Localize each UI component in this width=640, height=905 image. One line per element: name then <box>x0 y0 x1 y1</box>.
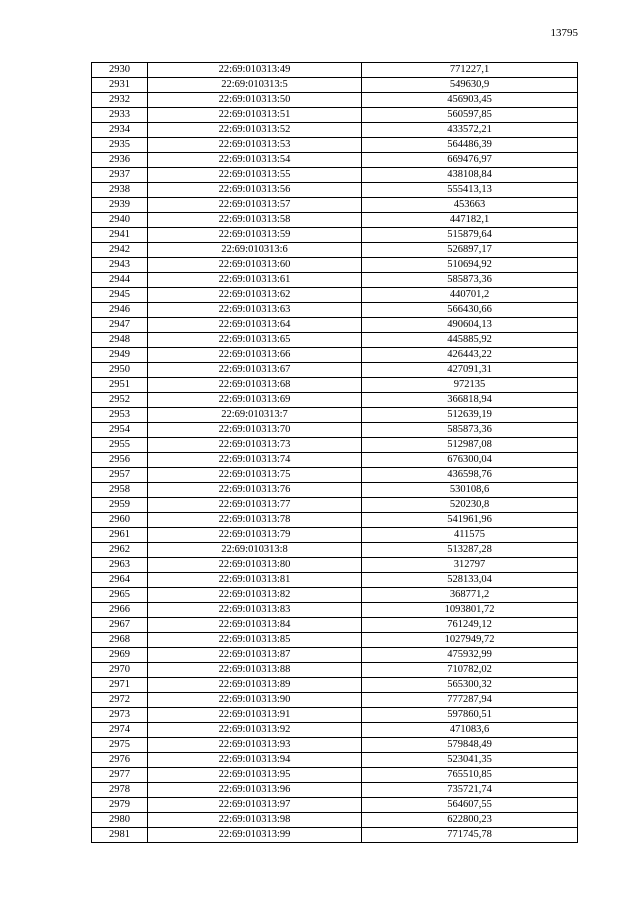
table-row <box>92 678 578 693</box>
table-row <box>92 333 578 348</box>
table-row <box>92 168 578 183</box>
cadastral-value-cell: 515879,64 <box>362 228 578 243</box>
table-row <box>92 213 578 228</box>
cadastral-value-cell: 669476,97 <box>362 153 578 168</box>
cadastral-value-cell: 565300,32 <box>362 678 578 693</box>
table-row <box>92 693 578 708</box>
cadastral-value-cell: 530108,6 <box>362 483 578 498</box>
cadastral-number-cell: 22:69:010313:96 <box>148 783 362 798</box>
cadastral-number-cell: 22:69:010313:75 <box>148 468 362 483</box>
cadastral-value-cell: 445885,92 <box>362 333 578 348</box>
row-number-cell: 2975 <box>92 738 148 753</box>
table-row <box>92 633 578 648</box>
row-number-cell: 2981 <box>92 828 148 843</box>
cadastral-number-cell: 22:69:010313:70 <box>148 423 362 438</box>
cadastral-value-cell: 555413,13 <box>362 183 578 198</box>
cadastral-number-cell: 22:69:010313:53 <box>148 138 362 153</box>
cadastral-number-cell: 22:69:010313:54 <box>148 153 362 168</box>
cadastral-number-cell: 22:69:010313:88 <box>148 663 362 678</box>
cadastral-value-cell: 585873,36 <box>362 273 578 288</box>
table-row <box>92 228 578 243</box>
cadastral-number-cell: 22:69:010313:57 <box>148 198 362 213</box>
cadastral-value-cell: 368771,2 <box>362 588 578 603</box>
row-number-cell: 2951 <box>92 378 148 393</box>
row-number-cell: 2932 <box>92 93 148 108</box>
cadastral-number-cell: 22:69:010313:97 <box>148 798 362 813</box>
table-row <box>92 648 578 663</box>
row-number-cell: 2952 <box>92 393 148 408</box>
page-number: 13795 <box>550 27 578 39</box>
table-row <box>92 528 578 543</box>
table-row <box>92 768 578 783</box>
row-number-cell: 2933 <box>92 108 148 123</box>
row-number-cell: 2930 <box>92 63 148 78</box>
row-number-cell: 2970 <box>92 663 148 678</box>
table-row <box>92 798 578 813</box>
cadastral-number-cell: 22:69:010313:69 <box>148 393 362 408</box>
cadastral-number-cell: 22:69:010313:66 <box>148 348 362 363</box>
table-row <box>92 468 578 483</box>
cadastral-number-cell: 22:69:010313:49 <box>148 63 362 78</box>
cadastral-number-cell: 22:69:010313:99 <box>148 828 362 843</box>
table-row <box>92 273 578 288</box>
cadastral-number-cell: 22:69:010313:81 <box>148 573 362 588</box>
table-row <box>92 663 578 678</box>
table-row <box>92 183 578 198</box>
cadastral-number-cell: 22:69:010313:84 <box>148 618 362 633</box>
table-row <box>92 288 578 303</box>
table-row <box>92 723 578 738</box>
cadastral-number-cell: 22:69:010313:77 <box>148 498 362 513</box>
table-row <box>92 198 578 213</box>
cadastral-number-cell: 22:69:010313:85 <box>148 633 362 648</box>
row-number-cell: 2966 <box>92 603 148 618</box>
table-row <box>92 348 578 363</box>
cadastral-number-cell: 22:69:010313:79 <box>148 528 362 543</box>
cadastral-value-cell: 510694,92 <box>362 258 578 273</box>
table-row <box>92 318 578 333</box>
cadastral-number-cell: 22:69:010313:65 <box>148 333 362 348</box>
cadastral-number-cell: 22:69:010313:68 <box>148 378 362 393</box>
cadastral-value-cell: 761249,12 <box>362 618 578 633</box>
cadastral-value-cell: 771745,78 <box>362 828 578 843</box>
cadastral-value-cell: 676300,04 <box>362 453 578 468</box>
cadastral-number-cell: 22:69:010313:90 <box>148 693 362 708</box>
cadastral-number-cell: 22:69:010313:7 <box>148 408 362 423</box>
table-row <box>92 123 578 138</box>
cadastral-number-cell: 22:69:010313:74 <box>148 453 362 468</box>
table-row <box>92 513 578 528</box>
row-number-cell: 2940 <box>92 213 148 228</box>
cadastral-value-cell: 438108,84 <box>362 168 578 183</box>
row-number-cell: 2946 <box>92 303 148 318</box>
row-number-cell: 2931 <box>92 78 148 93</box>
cadastral-value-cell: 471083,6 <box>362 723 578 738</box>
cadastral-number-cell: 22:69:010313:82 <box>148 588 362 603</box>
table-row <box>92 813 578 828</box>
cadastral-value-cell: 312797 <box>362 558 578 573</box>
row-number-cell: 2941 <box>92 228 148 243</box>
cadastral-value-cell: 735721,74 <box>362 783 578 798</box>
row-number-cell: 2950 <box>92 363 148 378</box>
cadastral-number-cell: 22:69:010313:98 <box>148 813 362 828</box>
cadastral-number-cell: 22:69:010313:51 <box>148 108 362 123</box>
cadastral-number-cell: 22:69:010313:95 <box>148 768 362 783</box>
cadastral-number-cell: 22:69:010313:73 <box>148 438 362 453</box>
row-number-cell: 2939 <box>92 198 148 213</box>
cadastral-value-cell: 560597,85 <box>362 108 578 123</box>
table-row <box>92 543 578 558</box>
cadastral-value-cell: 597860,51 <box>362 708 578 723</box>
cadastral-value-table <box>91 62 578 843</box>
row-number-cell: 2936 <box>92 153 148 168</box>
row-number-cell: 2955 <box>92 438 148 453</box>
cadastral-value-cell: 456903,45 <box>362 93 578 108</box>
row-number-cell: 2971 <box>92 678 148 693</box>
cadastral-number-cell: 22:69:010313:89 <box>148 678 362 693</box>
table-row <box>92 483 578 498</box>
cadastral-value-cell: 523041,35 <box>362 753 578 768</box>
row-number-cell: 2956 <box>92 453 148 468</box>
cadastral-number-cell: 22:69:010313:94 <box>148 753 362 768</box>
cadastral-value-cell: 528133,04 <box>362 573 578 588</box>
table-row <box>92 603 578 618</box>
row-number-cell: 2965 <box>92 588 148 603</box>
table-row <box>92 618 578 633</box>
table-row <box>92 573 578 588</box>
row-number-cell: 2977 <box>92 768 148 783</box>
cadastral-value-cell: 453663 <box>362 198 578 213</box>
cadastral-value-cell: 512987,08 <box>362 438 578 453</box>
cadastral-value-cell: 564607,55 <box>362 798 578 813</box>
row-number-cell: 2945 <box>92 288 148 303</box>
row-number-cell: 2972 <box>92 693 148 708</box>
cadastral-value-cell: 566430,66 <box>362 303 578 318</box>
row-number-cell: 2961 <box>92 528 148 543</box>
table-row <box>92 93 578 108</box>
cadastral-value-cell: 513287,28 <box>362 543 578 558</box>
row-number-cell: 2976 <box>92 753 148 768</box>
table-row <box>92 303 578 318</box>
cadastral-value-cell: 1027949,72 <box>362 633 578 648</box>
row-number-cell: 2973 <box>92 708 148 723</box>
cadastral-value-cell: 436598,76 <box>362 468 578 483</box>
cadastral-number-cell: 22:69:010313:5 <box>148 78 362 93</box>
cadastral-number-cell: 22:69:010313:6 <box>148 243 362 258</box>
cadastral-number-cell: 22:69:010313:93 <box>148 738 362 753</box>
cadastral-value-cell: 549630,9 <box>362 78 578 93</box>
cadastral-number-cell: 22:69:010313:64 <box>148 318 362 333</box>
cadastral-value-cell: 1093801,72 <box>362 603 578 618</box>
cadastral-number-cell: 22:69:010313:63 <box>148 303 362 318</box>
row-number-cell: 2944 <box>92 273 148 288</box>
cadastral-value-cell: 777287,94 <box>362 693 578 708</box>
cadastral-value-cell: 771227,1 <box>362 63 578 78</box>
cadastral-number-cell: 22:69:010313:52 <box>148 123 362 138</box>
cadastral-number-cell: 22:69:010313:8 <box>148 543 362 558</box>
cadastral-value-cell: 475932,99 <box>362 648 578 663</box>
cadastral-number-cell: 22:69:010313:76 <box>148 483 362 498</box>
cadastral-value-cell: 526897,17 <box>362 243 578 258</box>
cadastral-value-cell: 411575 <box>362 528 578 543</box>
row-number-cell: 2947 <box>92 318 148 333</box>
cadastral-number-cell: 22:69:010313:50 <box>148 93 362 108</box>
row-number-cell: 2938 <box>92 183 148 198</box>
row-number-cell: 2934 <box>92 123 148 138</box>
cadastral-number-cell: 22:69:010313:62 <box>148 288 362 303</box>
cadastral-value-cell: 765510,85 <box>362 768 578 783</box>
row-number-cell: 2953 <box>92 408 148 423</box>
cadastral-number-cell: 22:69:010313:92 <box>148 723 362 738</box>
cadastral-value-cell: 433572,21 <box>362 123 578 138</box>
table-row <box>92 588 578 603</box>
row-number-cell: 2942 <box>92 243 148 258</box>
cadastral-value-cell: 447182,1 <box>362 213 578 228</box>
row-number-cell: 2960 <box>92 513 148 528</box>
table-row <box>92 258 578 273</box>
cadastral-number-cell: 22:69:010313:78 <box>148 513 362 528</box>
cadastral-value-cell: 972135 <box>362 378 578 393</box>
row-number-cell: 2954 <box>92 423 148 438</box>
row-number-cell: 2959 <box>92 498 148 513</box>
cadastral-value-cell: 490604,13 <box>362 318 578 333</box>
cadastral-value-cell: 426443,22 <box>362 348 578 363</box>
table-row <box>92 453 578 468</box>
cadastral-value-cell: 520230,8 <box>362 498 578 513</box>
cadastral-value-cell: 427091,31 <box>362 363 578 378</box>
cadastral-value-cell: 541961,96 <box>362 513 578 528</box>
cadastral-number-cell: 22:69:010313:91 <box>148 708 362 723</box>
cadastral-number-cell: 22:69:010313:59 <box>148 228 362 243</box>
row-number-cell: 2964 <box>92 573 148 588</box>
cadastral-value-cell: 512639,19 <box>362 408 578 423</box>
table-body <box>92 63 578 843</box>
row-number-cell: 2935 <box>92 138 148 153</box>
row-number-cell: 2948 <box>92 333 148 348</box>
row-number-cell: 2974 <box>92 723 148 738</box>
row-number-cell: 2958 <box>92 483 148 498</box>
table-row <box>92 363 578 378</box>
table-row <box>92 738 578 753</box>
cadastral-number-cell: 22:69:010313:58 <box>148 213 362 228</box>
cadastral-number-cell: 22:69:010313:60 <box>148 258 362 273</box>
table-row <box>92 393 578 408</box>
cadastral-value-cell: 440701,2 <box>362 288 578 303</box>
cadastral-number-cell: 22:69:010313:87 <box>148 648 362 663</box>
row-number-cell: 2949 <box>92 348 148 363</box>
row-number-cell: 2943 <box>92 258 148 273</box>
cadastral-value-cell: 564486,39 <box>362 138 578 153</box>
row-number-cell: 2979 <box>92 798 148 813</box>
table-row <box>92 108 578 123</box>
row-number-cell: 2967 <box>92 618 148 633</box>
cadastral-value-cell: 585873,36 <box>362 423 578 438</box>
row-number-cell: 2969 <box>92 648 148 663</box>
cadastral-value-cell: 579848,49 <box>362 738 578 753</box>
cadastral-number-cell: 22:69:010313:80 <box>148 558 362 573</box>
row-number-cell: 2968 <box>92 633 148 648</box>
row-number-cell: 2978 <box>92 783 148 798</box>
cadastral-value-cell: 622800,23 <box>362 813 578 828</box>
table-row <box>92 78 578 93</box>
cadastral-value-cell: 366818,94 <box>362 393 578 408</box>
cadastral-number-cell: 22:69:010313:56 <box>148 183 362 198</box>
table-row <box>92 138 578 153</box>
table-row <box>92 438 578 453</box>
row-number-cell: 2963 <box>92 558 148 573</box>
cadastral-number-cell: 22:69:010313:55 <box>148 168 362 183</box>
row-number-cell: 2962 <box>92 543 148 558</box>
row-number-cell: 2937 <box>92 168 148 183</box>
table-row <box>92 423 578 438</box>
table-row <box>92 753 578 768</box>
row-number-cell: 2980 <box>92 813 148 828</box>
table-row <box>92 63 578 78</box>
table-row <box>92 408 578 423</box>
table-row <box>92 378 578 393</box>
cadastral-value-cell: 710782,02 <box>362 663 578 678</box>
cadastral-number-cell: 22:69:010313:83 <box>148 603 362 618</box>
row-number-cell: 2957 <box>92 468 148 483</box>
table-row <box>92 708 578 723</box>
cadastral-number-cell: 22:69:010313:61 <box>148 273 362 288</box>
table-row <box>92 828 578 843</box>
table-row <box>92 558 578 573</box>
table-row <box>92 783 578 798</box>
table-row <box>92 153 578 168</box>
table-row <box>92 243 578 258</box>
cadastral-number-cell: 22:69:010313:67 <box>148 363 362 378</box>
table-row <box>92 498 578 513</box>
